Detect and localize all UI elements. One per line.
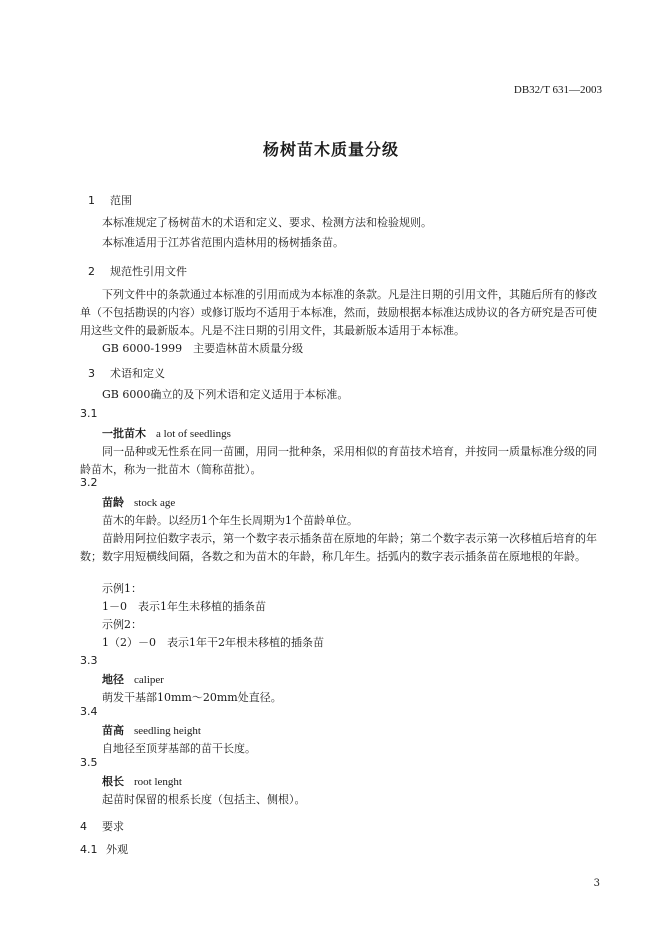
section-title: 规范性引用文件 (110, 265, 187, 278)
term-lot-of-seedlings (102, 425, 231, 441)
clause-number: 3.5 (80, 756, 98, 769)
term-seedling-height (102, 722, 201, 738)
section-title: 范围 (110, 194, 132, 207)
clause-heading-appearance (80, 841, 128, 857)
example-label: 示例1： (102, 582, 142, 595)
term-zh: 苗龄 (102, 496, 124, 509)
clause-number: 4.1 (80, 843, 98, 856)
paragraph: GB 6000确立的及下列术语和定义适用于本标准。 (102, 388, 349, 401)
section-title: 要求 (102, 820, 124, 833)
document-code: DB32/T 631—2003 (513, 84, 602, 96)
definition: 同一品种或无性系在同一苗圃，用同一批种条，采用相似的育苗技术培育，并按同一质量标准分级的同龄苗木，称为一批苗木（简称苗批）。 (80, 445, 597, 476)
section-heading-references (88, 263, 187, 279)
paragraph: 本标准适用于江苏省范围内造林用的杨树插条苗。 (102, 236, 344, 249)
page-number: 3 (593, 878, 600, 889)
term-caliper (102, 671, 164, 687)
section-number: 3 (88, 367, 95, 380)
definition: 起苗时保留的根系长度（包括主、侧根）。 (102, 793, 306, 806)
clause-number: 3.4 (80, 705, 98, 718)
section-heading-scope (88, 192, 132, 208)
section-title: 术语和定义 (110, 367, 165, 380)
definition: 苗木的年龄。以经历1个年生长周期为1个苗龄单位。 (102, 514, 358, 527)
section-number: 2 (88, 265, 95, 278)
example: 1（2）－0 表示1年干2年根未移植的插条苗 (102, 636, 324, 649)
example-label: 示例2： (102, 618, 142, 631)
term-en: caliper (134, 674, 164, 686)
term-root-length (102, 773, 182, 789)
clause-number: 3.1 (80, 407, 98, 420)
clause-title: 外观 (106, 843, 128, 856)
term-zh: 根长 (102, 775, 124, 788)
section-number: 4 (80, 820, 87, 833)
definition: 自地径至顶芽基部的苗干长度。 (102, 742, 256, 755)
term-en: a lot of seedlings (156, 428, 231, 440)
definition: 萌发干基部10mm～20mm处直径。 (102, 691, 282, 704)
term-zh: 苗高 (102, 724, 124, 737)
paragraph: 下列文件中的条款通过本标准的引用而成为本标准的条款。凡是注日期的引用文件，其随后所有的修改单（不包括勘误的内容）或修订版均不适用于本标准，然而，鼓励根据本标准达成协议的各方研究是否可使用这些文件的最新版本。凡是不注日期的引用文件，其最新版本适用于本标准。 (80, 288, 597, 337)
term-zh: 地径 (102, 673, 124, 686)
clause-number: 3.3 (80, 654, 98, 667)
section-heading-terms (88, 365, 165, 381)
section-number: 1 (88, 194, 95, 207)
page-title: 杨树苗木质量分级 (262, 140, 399, 159)
section-heading-requirements (80, 818, 124, 834)
clause-number: 3.2 (80, 476, 98, 489)
example: 1－0 表示1年生未移植的插条苗 (102, 600, 266, 613)
term-en: root lenght (134, 776, 182, 788)
term-en: seedling height (134, 725, 201, 737)
definition: 苗龄用阿拉伯数字表示，第一个数字表示插条苗在原地的年龄；第二个数字表示第一次移植后培育的年数；数字用短横线间隔，各数之和为苗木的年龄，称几年生。括弧内的数字表示插条苗在原地根的年龄。 (80, 532, 597, 563)
term-stock-age (102, 494, 175, 510)
paragraph: 本标准规定了杨树苗木的术语和定义、要求、检测方法和检验规则。 (102, 216, 432, 229)
term-zh: 一批苗木 (102, 427, 146, 440)
reference-item: GB 6000-1999 主要造林苗木质量分级 (102, 342, 304, 355)
term-en: stock age (134, 497, 176, 509)
